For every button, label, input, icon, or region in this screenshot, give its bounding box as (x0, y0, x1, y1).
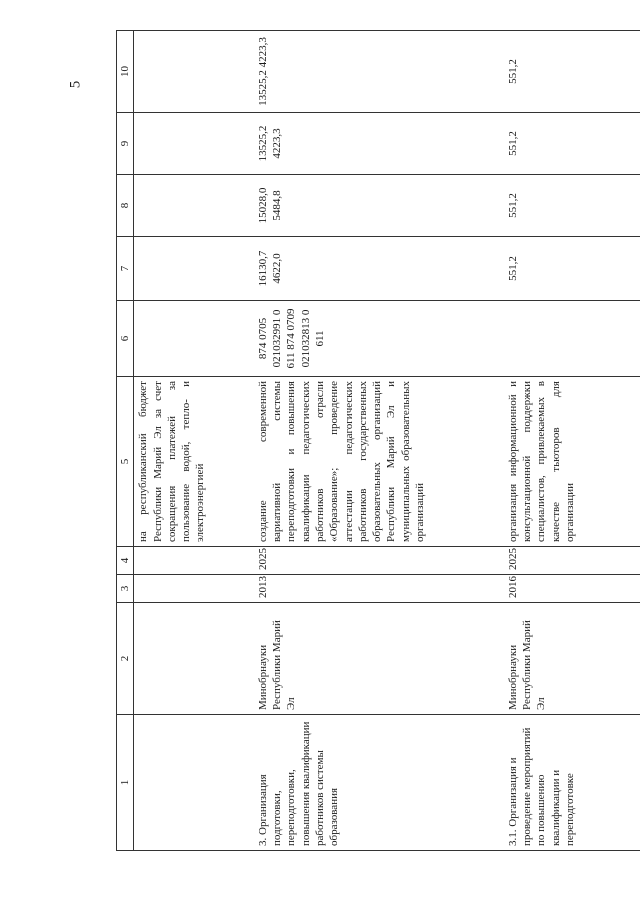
executor-cell: Минобрнауки Республики Марий Эл (254, 603, 504, 715)
table-row (504, 31, 640, 851)
column-number: 4 (117, 547, 134, 575)
column-number: 5 (117, 377, 134, 547)
column-number: 1 (117, 715, 134, 851)
start-year-cell: 2016 (504, 575, 640, 603)
column-number: 3 (117, 575, 134, 603)
end-year-cell: 2025 (504, 547, 640, 575)
value-cell: 551,2 (504, 175, 640, 237)
column-number: 10 (117, 31, 134, 113)
column-number: 8 (117, 175, 134, 237)
end-year-cell (134, 547, 254, 575)
start-year-cell (134, 575, 254, 603)
table-row (134, 31, 254, 851)
value-cell: 13525,2 4223,3 (254, 31, 504, 113)
value-cell: 551,2 (504, 31, 640, 113)
description-cell: на республиканский бюджет Республики Марий Эл за счет сокращения платежей за пользование водой, тепло- и электроэнергией (134, 377, 254, 547)
executor-cell (134, 603, 254, 715)
budget-code-cell (134, 301, 254, 377)
column-number: 6 (117, 301, 134, 377)
table-row (254, 31, 504, 851)
task-cell: 3. Организация подготовки, переподготовки, повышения квалификации работников системы образования (254, 715, 504, 851)
value-cell (134, 237, 254, 301)
value-cell: 551,2 (504, 113, 640, 175)
task-cell (134, 715, 254, 851)
task-cell: 3.1. Организация и проведение мероприятий по повышению квалификации и переподготовке (504, 715, 640, 851)
program-activities-table (116, 30, 640, 851)
value-cell: 551,2 (504, 237, 640, 301)
column-number: 2 (117, 603, 134, 715)
column-number-row (117, 31, 134, 851)
executor-cell: Минобрнауки Республики Марий Эл (504, 603, 640, 715)
value-cell: 13525,2 4223,3 (254, 113, 504, 175)
start-year-cell: 2013 (254, 575, 504, 603)
value-cell: 15028,0 5484,8 (254, 175, 504, 237)
value-cell (134, 31, 254, 113)
description-cell: организация информационной и консультационной поддержки специалистов, привлекаемых в качестве тьюторов для организации (504, 377, 640, 547)
value-cell (134, 175, 254, 237)
budget-code-cell: 874 0705 021032991 0 611 874 0709 021032813 0 611 (254, 301, 504, 377)
column-number: 7 (117, 237, 134, 301)
value-cell: 16130,7 4622,0 (254, 237, 504, 301)
page-number: 5 (67, 80, 84, 89)
description-cell: создание современной вариативной системы переподготовки и повышения квалификации педагогических работников отрасли «Образование»; проведение аттестации педагогических работников государственных образовательных организаций Республики Марий Эл и муниципальных образовательных организаций (254, 377, 504, 547)
value-cell (134, 113, 254, 175)
column-number: 9 (117, 113, 134, 175)
end-year-cell: 2025 (254, 547, 504, 575)
budget-code-cell (504, 301, 640, 377)
